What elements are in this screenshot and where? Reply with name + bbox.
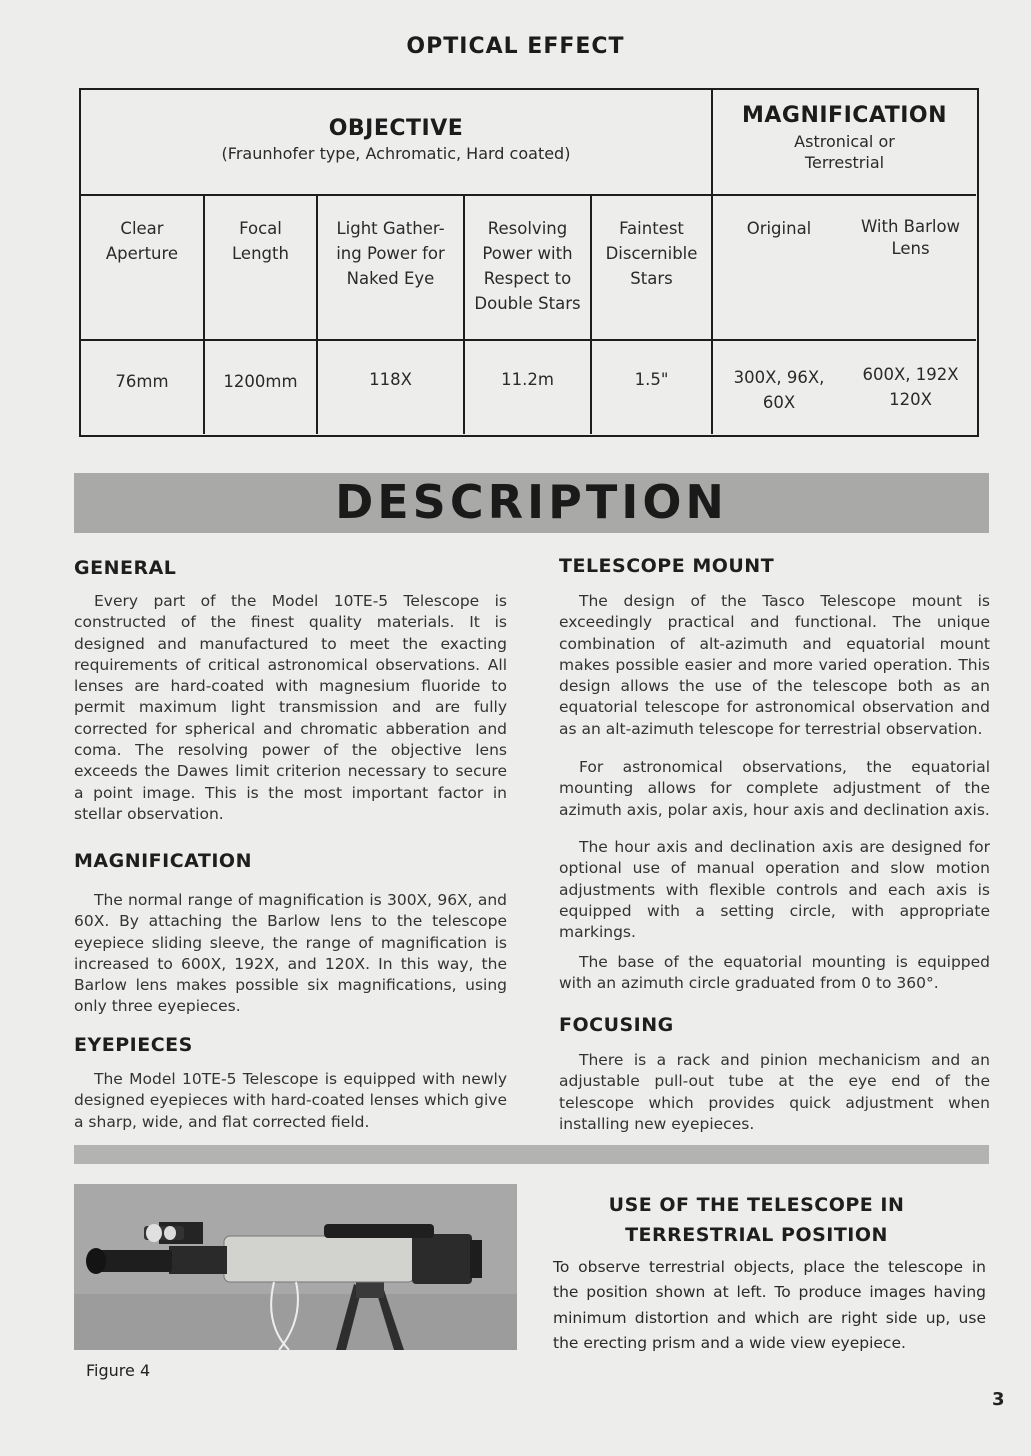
header-original bbox=[713, 216, 845, 241]
header-line: Naked Eye bbox=[346, 269, 435, 288]
value-resolving-power: 11.2m bbox=[501, 370, 554, 389]
telescope-mount-title: TELESCOPE MOUNT bbox=[559, 555, 775, 577]
terrestrial-title-line2: TERRESTRIAL POSITION bbox=[625, 1224, 888, 1246]
telescope-photo bbox=[74, 1184, 517, 1350]
header-line: Respect to bbox=[483, 269, 572, 288]
telescope-mount-p1: The design of the Tasco Telescope mount is exceedingly practical and functional. The unique combination of alt-azimuth and equatorial mount makes possible easier and more varied operation. This design allows the use of the telescope both as an equatorial telescope for astronomical observation and as an alt-azimuth telescope for terrestrial observation. bbox=[559, 592, 990, 738]
header-line: With Barlow bbox=[860, 217, 961, 236]
header-resolving-power bbox=[465, 216, 590, 316]
header-with-barlow bbox=[845, 216, 976, 260]
terrestrial-title-line1: USE OF THE TELESCOPE IN bbox=[608, 1194, 905, 1216]
focusing-title: FOCUSING bbox=[559, 1014, 674, 1036]
magnification-header bbox=[713, 101, 976, 173]
value-line: 600X, 192X bbox=[862, 365, 959, 384]
eyepieces-title: EYEPIECES bbox=[74, 1034, 193, 1056]
telescope-mount-p4: The base of the equatorial mounting is equipped with an azimuth circle graduated from 0 to 360°. bbox=[559, 953, 990, 993]
header-line: Stars bbox=[630, 269, 673, 288]
focusing-text: There is a rack and pinion mechanicism and an adjustable pull-out tube at the eye end of the telescope which provides quick adjustment when installing new eyepieces. bbox=[559, 1051, 990, 1133]
value-original bbox=[713, 365, 845, 415]
general-title: GENERAL bbox=[74, 557, 177, 579]
header-line: Resolving bbox=[487, 219, 568, 238]
optical-effect-table bbox=[79, 88, 979, 437]
header-line: Clear bbox=[120, 219, 164, 238]
value-focal-length: 1200mm bbox=[223, 372, 298, 391]
table-divider bbox=[81, 194, 976, 196]
header-clear-aperture bbox=[81, 216, 203, 266]
objective-header bbox=[81, 116, 711, 166]
header-line: ing Power for bbox=[336, 244, 445, 263]
value-with-barlow bbox=[845, 362, 976, 412]
magnification-subtitle-line1: Astronical or bbox=[794, 132, 895, 151]
general-text: Every part of the Model 10TE-5 Telescope is constructed of the finest quality materials. It is designed and manufactured to meet the exacting requirements of critical astronomical observations. All lenses are hard-coated with magnesium fluoride to permit maximum light transmission and are fully corrected for spherical and chromatic abberation and coma. The resolving power of the objective lens exceeds the Dawes limit criterion necessary to secure a point image. This is the most important factor in stellar observation. bbox=[74, 592, 507, 823]
section-divider-bar bbox=[74, 1145, 989, 1164]
header-light-gathering bbox=[318, 216, 463, 291]
header-faintest-stars bbox=[592, 216, 711, 291]
header-line: Discernible bbox=[605, 244, 698, 263]
header-line: Original bbox=[746, 219, 812, 238]
header-line: Length bbox=[232, 244, 289, 263]
telescope-mount-p3: The hour axis and declination axis are designed for optional use of manual operation and slow motion adjustments with flexible controls and each axis is equipped with a setting circle, with appropriate markings. bbox=[559, 838, 990, 942]
value-light-gathering: 118X bbox=[369, 370, 412, 389]
optical-effect-title: OPTICAL EFFECT bbox=[406, 34, 625, 59]
eyepieces-text: The Model 10TE-5 Telescope is equipped with newly designed eyepieces with hard-coated lenses which give a sharp, wide, and flat corrected field. bbox=[74, 1070, 507, 1131]
terrestrial-text: To observe terrestrial objects, place the telescope in the position shown at left. To produce images having minimum distortion and which are right side up, use the erecting prism and a wide view eyepiece. bbox=[553, 1258, 986, 1352]
figure-caption: Figure 4 bbox=[86, 1361, 151, 1380]
value-faintest-stars: 1.5" bbox=[634, 370, 669, 389]
table-divider bbox=[81, 339, 976, 341]
header-line: Light Gather- bbox=[336, 219, 445, 238]
terrestrial-title bbox=[555, 1190, 958, 1250]
value-line: 300X, 96X, bbox=[733, 368, 825, 387]
telescope-illustration bbox=[74, 1184, 517, 1350]
objective-title: OBJECTIVE bbox=[328, 116, 464, 141]
value-line: 60X bbox=[762, 393, 796, 412]
header-line: Double Stars bbox=[474, 294, 581, 313]
page-number: 3 bbox=[992, 1389, 1005, 1410]
magnification-text: The normal range of magnification is 300X, 96X, and 60X. By attaching the Barlow lens to the telescope eyepiece sliding sleeve, the range of magnification is increased to 600X, 192X, and 120X. In this way, the Barlow lens makes possible six magnifications, using only three eyepieces. bbox=[74, 891, 507, 1016]
objective-subtitle: (Fraunhofer type, Achromatic, Hard coated) bbox=[221, 144, 571, 163]
magnification-subtitle-line2: Terrestrial bbox=[804, 153, 885, 172]
description-title: DESCRIPTION bbox=[335, 475, 728, 529]
magnification-title: MAGNIFICATION bbox=[741, 103, 948, 128]
value-line: 120X bbox=[889, 390, 932, 409]
header-line: Focal bbox=[239, 219, 282, 238]
header-line: Lens bbox=[891, 239, 930, 258]
header-line: Power with bbox=[482, 244, 573, 263]
header-line: Faintest bbox=[619, 219, 684, 238]
value-clear-aperture: 76mm bbox=[115, 372, 169, 391]
magnification-section-title: MAGNIFICATION bbox=[74, 850, 252, 872]
telescope-mount-p2: For astronomical observations, the equatorial mounting allows for complete adjustment of the azimuth axis, polar axis, hour axis and declination axis. bbox=[559, 758, 990, 819]
header-line: Aperture bbox=[105, 244, 179, 263]
header-focal-length bbox=[205, 216, 316, 266]
